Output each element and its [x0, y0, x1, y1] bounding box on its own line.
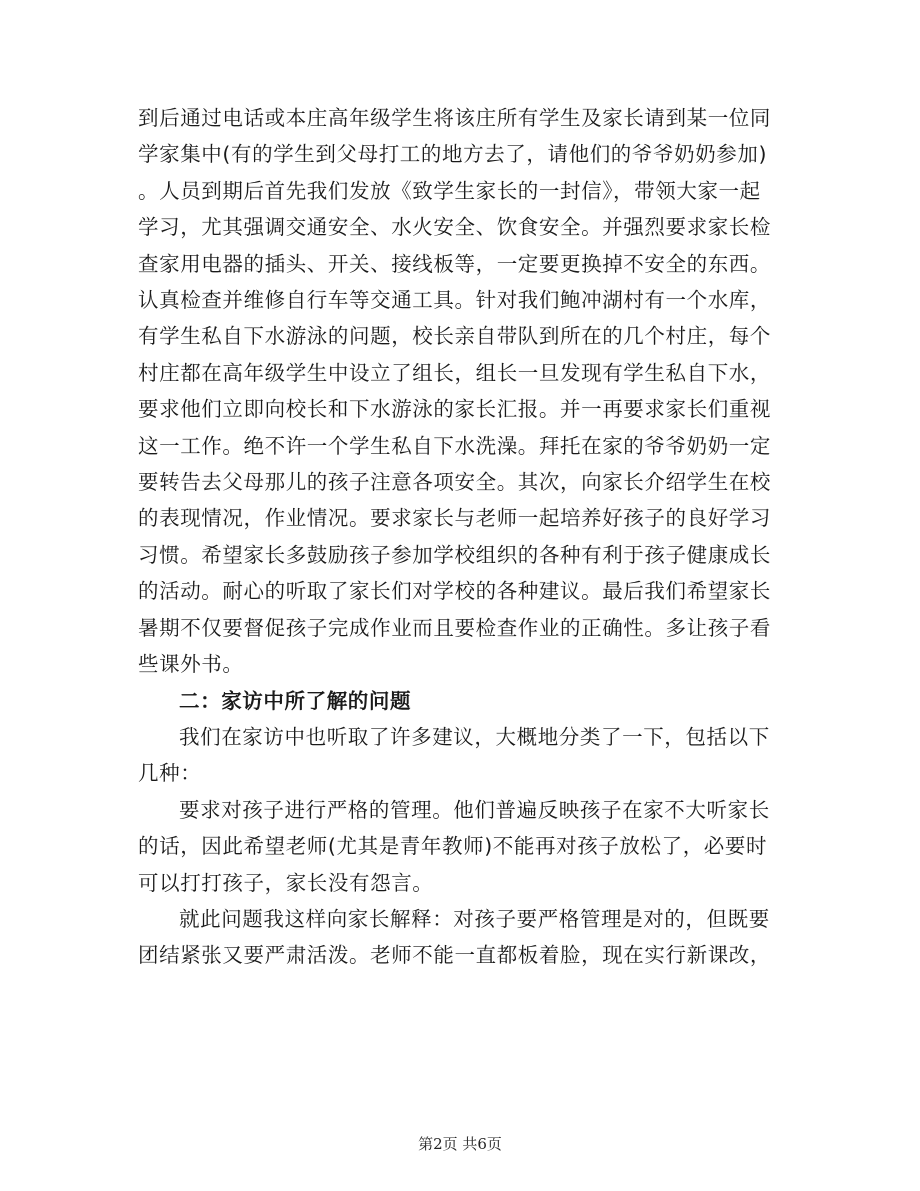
text-line: 村庄都在高年级学生中设立了组长，组长一旦发现有学生私自下水，	[138, 360, 771, 385]
text-line: 学习，尤其强调交通安全、水火安全、饮食安全。并强烈要求家长检	[138, 215, 771, 240]
text-line: 学家集中(有的学生到父母打工的地方去了，请他们的爷爷奶奶参加)	[138, 142, 768, 167]
text-line: 可以打打孩子，家长没有怨言。	[138, 870, 434, 895]
text-line: 习惯。希望家长多鼓励孩子参加学校组织的各种有利于孩子健康成长	[138, 542, 771, 567]
text-line: 有学生私自下水游泳的问题，校长亲自带队到所在的几个村庄，每个	[138, 324, 771, 349]
text-line: 这一工作。绝不许一个学生私自下水洗澡。拜托在家的爷爷奶奶一定	[138, 433, 771, 458]
paragraph-2	[138, 719, 782, 792]
text-line: 几种：	[138, 761, 202, 786]
document-body	[138, 100, 782, 974]
text-line: 就此问题我这样向家长解释：对孩子要严格管理是对的，但既要	[179, 906, 770, 931]
text-line: 的活动。耐心的听取了家长们对学校的各种建议。最后我们希望家长	[138, 579, 771, 604]
text-line: 要求他们立即向校长和下水游泳的家长汇报。并一再要求家长们重视	[138, 397, 771, 422]
paragraph-1	[138, 100, 782, 683]
text-line: 到后通过电话或本庄高年级学生将该庄所有学生及家长请到某一位同	[138, 106, 771, 130]
text-line: 暑期不仅要督促孩子完成作业而且要检查作业的正确性。多让孩子看	[138, 615, 771, 640]
paragraph-4	[138, 901, 782, 974]
text-line: 。人员到期后首先我们发放《致学生家长的一封信》，带领大家一起	[138, 178, 761, 203]
paragraph-3	[138, 792, 782, 901]
text-line: 的表现情况，作业情况。要求家长与老师一起培养好孩子的良好学习	[138, 506, 771, 531]
section-heading-text: 二：家访中所了解的问题	[179, 688, 412, 713]
text-line: 我们在家访中也听取了许多建议，大概地分类了一下，包括以下	[179, 724, 770, 749]
text-line: 些课外书。	[138, 652, 244, 677]
text-line: 认真检查并维修自行车等交通工具。针对我们鲍冲湖村有一个水库，	[138, 288, 771, 313]
section-heading	[138, 683, 782, 719]
text-line: 的话，因此希望老师(尤其是青年教师)不能再对孩子放松了，必要时	[138, 834, 768, 859]
text-line: 要求对孩子进行严格的管理。他们普遍反映孩子在家不大听家长	[179, 797, 770, 822]
text-line: 团结紧张又要严肃活泼。老师不能一直都板着脸，现在实行新课改，	[138, 943, 771, 968]
page-number-footer: 第2页 共6页	[418, 1135, 502, 1153]
text-line: 查家用电器的插头、开关、接线板等，一定要更换掉不安全的东西。	[138, 251, 771, 276]
text-line: 要转告去父母那儿的孩子注意各项安全。其次，向家长介绍学生在校	[138, 470, 771, 495]
